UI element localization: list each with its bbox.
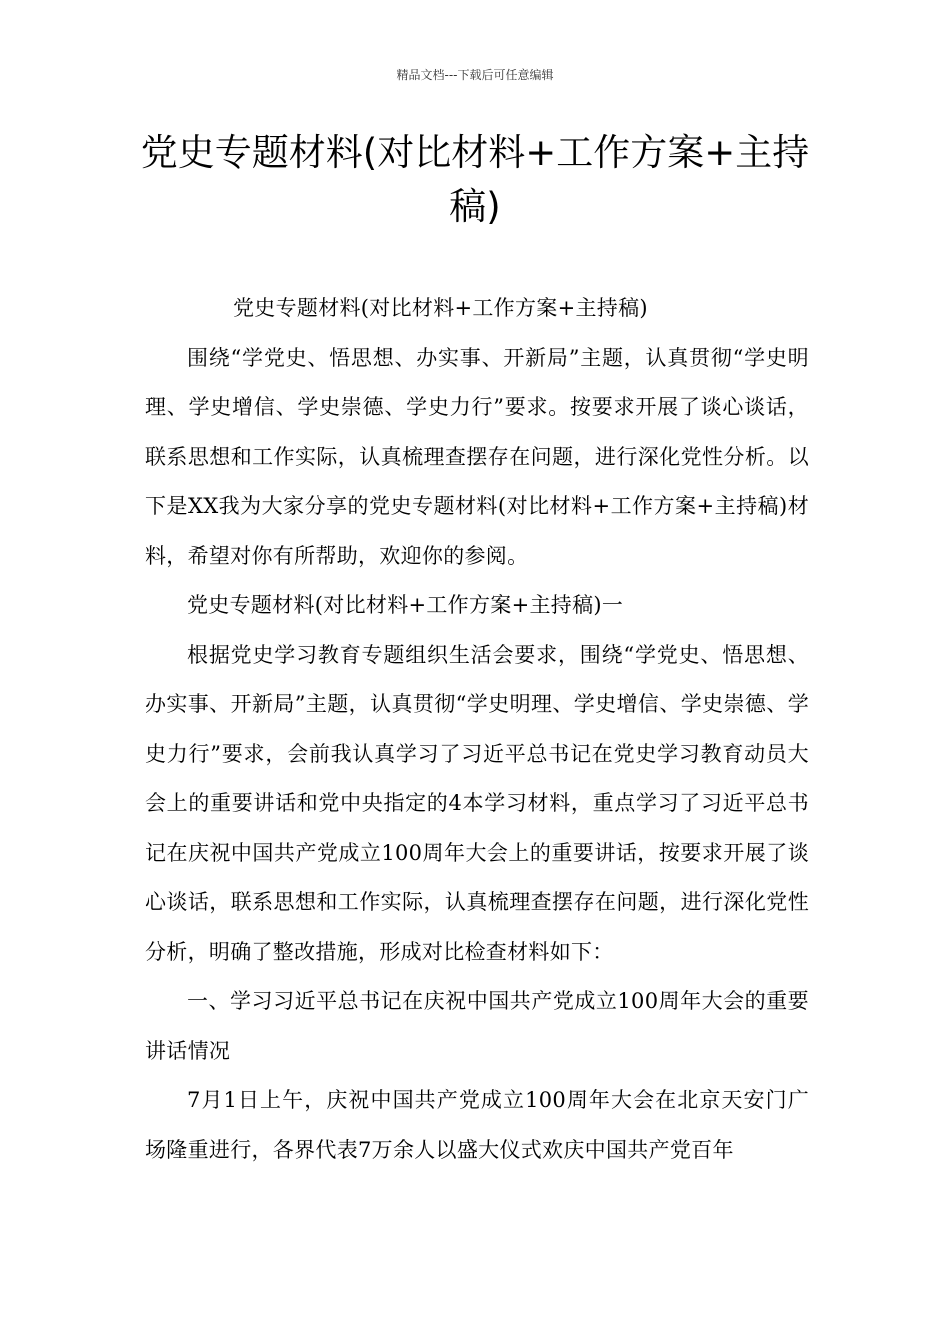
section-heading: 党史专题材料(对比材料+工作方案+主持稿)一 <box>187 593 624 617</box>
body-paragraph: 7月1日上午，庆祝中国共产党成立100周年大会在北京天安门广场隆重进行，各界代表7万余人以盛大仪式欢庆中国共产党百年 <box>145 1088 809 1162</box>
subtitle-paragraph: 党史专题材料(对比材料+工作方案+主持稿) <box>233 296 648 320</box>
subsection-heading: 一、学习习近平总书记在庆祝中国共产党成立100周年大会的重要讲话情况 <box>145 989 809 1063</box>
document-title: 党史专题材料(对比材料+工作方案+主持稿) <box>140 131 810 228</box>
intro-paragraph: 围绕“学党史、悟思想、办实事、开新局”主题，认真贯彻“学史明理、学史增信、学史崇德、学史力行”要求。按要求开展了谈心谈话，联系思想和工作实际，认真梳理查摆存在问题，进行深化党性分析。以下是XX我为大家分享的党史专题材料(对比材料+工作方案+主持稿)材料，希望对你有所帮助，欢迎你的参阅。 <box>145 345 809 568</box>
header-note: 精品文档---下载后可任意编辑 <box>396 68 554 82</box>
document-body <box>145 284 809 1175</box>
body-paragraph: 根据党史学习教育专题组织生活会要求，围绕“学党史、悟思想、办实事、开新局”主题，认真贯彻“学史明理、学史增信、学史崇德、学史力行”要求，会前我认真学习了习近平总书记在党史学习教育动员大会上的重要讲话和党中央指定的4本学习材料，重点学习了习近平总书记在庆祝中国共产党成立100周年大会上的重要讲话，按要求开展了谈心谈话，联系思想和工作实际，认真梳理查摆存在问题，进行深化党性分析，明确了整改措施，形成对比检查材料如下： <box>145 642 809 964</box>
